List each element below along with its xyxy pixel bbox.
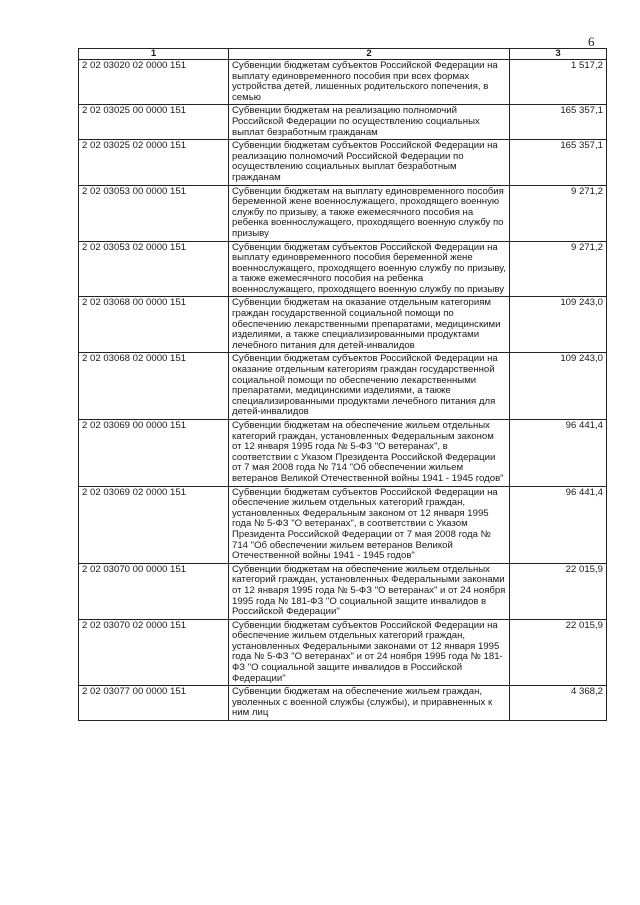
income-name-cell: Субвенции бюджетам на обеспечение жильем отдельных категорий граждан, установленных Федеральными законами от 12 января 1995 года № 5-ФЗ "О ветеранах" и от 24 ноября 1995 года № 181-ФЗ "О социальной защите инвалидов в Российской Федерации": [229, 563, 510, 619]
income-name-cell: Субвенции бюджетам субъектов Российской Федерации на выплату единовременного пособия беременной жене военнослужащего, проходящего военную службу по призыву, а также ежемесячного пособия на ребенка военнослужащего, проходящего военную службу по призыву: [229, 241, 510, 297]
amount-cell: 4 368,2: [510, 686, 607, 721]
budget-code-cell: 2 02 03068 02 0000 151: [79, 353, 229, 420]
income-name-cell: Субвенции бюджетам субъектов Российской Федерации на реализацию полномочий Российской Федерации по осуществлению социальных выплат безработным гражданам: [229, 140, 510, 185]
budget-code-cell: 2 02 03070 02 0000 151: [79, 619, 229, 686]
table-row: [79, 420, 607, 487]
table-row: [79, 686, 607, 721]
page-number: 6: [588, 34, 595, 49]
table-row: [79, 353, 607, 420]
amount-cell: 109 243,0: [510, 353, 607, 420]
budget-code-cell: 2 02 03069 02 0000 151: [79, 486, 229, 563]
budget-code-cell: 2 02 03020 02 0000 151: [79, 60, 229, 105]
table-row: [79, 105, 607, 140]
table-row: [79, 563, 607, 619]
budget-code-cell: 2 02 03053 00 0000 151: [79, 185, 229, 241]
budget-code-cell: 2 02 03025 00 0000 151: [79, 105, 229, 140]
amount-cell: 109 243,0: [510, 297, 607, 353]
amount-cell: 96 441,4: [510, 486, 607, 563]
budget-code-cell: 2 02 03070 00 0000 151: [79, 563, 229, 619]
income-name-cell: Субвенции бюджетам на реализацию полномочий Российской Федерации по осуществлению социальных выплат безработным гражданам: [229, 105, 510, 140]
amount-cell: 22 015,9: [510, 619, 607, 686]
income-name-cell: Субвенции бюджетам субъектов Российской Федерации на выплату единовременного пособия при всех формах устройства детей, лишенных родительского попечения, в семью: [229, 60, 510, 105]
table-row: [79, 185, 607, 241]
table-row: [79, 60, 607, 105]
table-row: [79, 241, 607, 297]
amount-cell: 96 441,4: [510, 420, 607, 487]
income-name-cell: Субвенции бюджетам на оказание отдельным категориям граждан государственной социальной помощи по обеспечению лекарственными препаратами, медицинскими изделиями, а также специализированными продуктами лечебного питания для детей-инвалидов: [229, 297, 510, 353]
table-row: [79, 297, 607, 353]
amount-cell: 9 271,2: [510, 241, 607, 297]
budget-code-cell: 2 02 03069 00 0000 151: [79, 420, 229, 487]
amount-cell: 9 271,2: [510, 185, 607, 241]
amount-cell: 1 517,2: [510, 60, 607, 105]
table-body: [79, 60, 607, 721]
income-name-cell: Субвенции бюджетам на обеспечение жильем граждан, уволенных с военной службы (службы), и приравненных к ним лиц: [229, 686, 510, 721]
column-header-code: 1: [79, 49, 229, 60]
amount-cell: 22 015,9: [510, 563, 607, 619]
income-name-cell: Субвенции бюджетам на выплату единовременного пособия беременной жене военнослужащего, проходящего военную службу по призыву, а также ежемесячного пособия на ребенка военнослужащего, проходящего военную службу по призыву: [229, 185, 510, 241]
column-header-amount: 3: [510, 49, 607, 60]
income-name-cell: Субвенции бюджетам субъектов Российской Федерации на оказание отдельным категориям граждан государственной социальной помощи по обеспечению лекарственными препаратами, медицинскими изделиями, а также специализированными продуктами лечебного питания для детей-инвалидов: [229, 353, 510, 420]
budget-code-cell: 2 02 03025 02 0000 151: [79, 140, 229, 185]
budget-code-cell: 2 02 03053 02 0000 151: [79, 241, 229, 297]
income-name-cell: Субвенции бюджетам субъектов Российской Федерации на обеспечение жильем отдельных категорий граждан, установленных Федеральным законом от 12 января 1995 года № 5-ФЗ "О ветеранах", в соответствии с Указом Президента Российской Федерации от 7 мая 2008 года № 714 "Об обеспечении жильем ветеранов Великой Отечественной войны 1941 - 1945 годов": [229, 486, 510, 563]
table-row: [79, 140, 607, 185]
table-header-row: [79, 49, 607, 60]
table-row: [79, 486, 607, 563]
income-name-cell: Субвенции бюджетам на обеспечение жильем отдельных категорий граждан, установленных Федеральным законом от 12 января 1995 года № 5-ФЗ "О ветеранах", в соответствии с Указом Президента Российской Федерации от 7 мая 2008 года № 714 "Об обеспечении жильем ветеранов Великой Отечественной войны 1941 - 1945 годов": [229, 420, 510, 487]
amount-cell: 165 357,1: [510, 105, 607, 140]
budget-code-cell: 2 02 03077 00 0000 151: [79, 686, 229, 721]
budget-revenue-table: [78, 48, 607, 721]
column-header-name: 2: [229, 49, 510, 60]
table-row: [79, 619, 607, 686]
income-name-cell: Субвенции бюджетам субъектов Российской Федерации на обеспечение жильем отдельных категорий граждан, установленных Федеральными законами от 12 января 1995 года № 5-ФЗ "О ветеранах" и от 24 ноября 1995 года № 181-ФЗ "О социальной защите инвалидов в Российской Федерации": [229, 619, 510, 686]
amount-cell: 165 357,1: [510, 140, 607, 185]
budget-code-cell: 2 02 03068 00 0000 151: [79, 297, 229, 353]
